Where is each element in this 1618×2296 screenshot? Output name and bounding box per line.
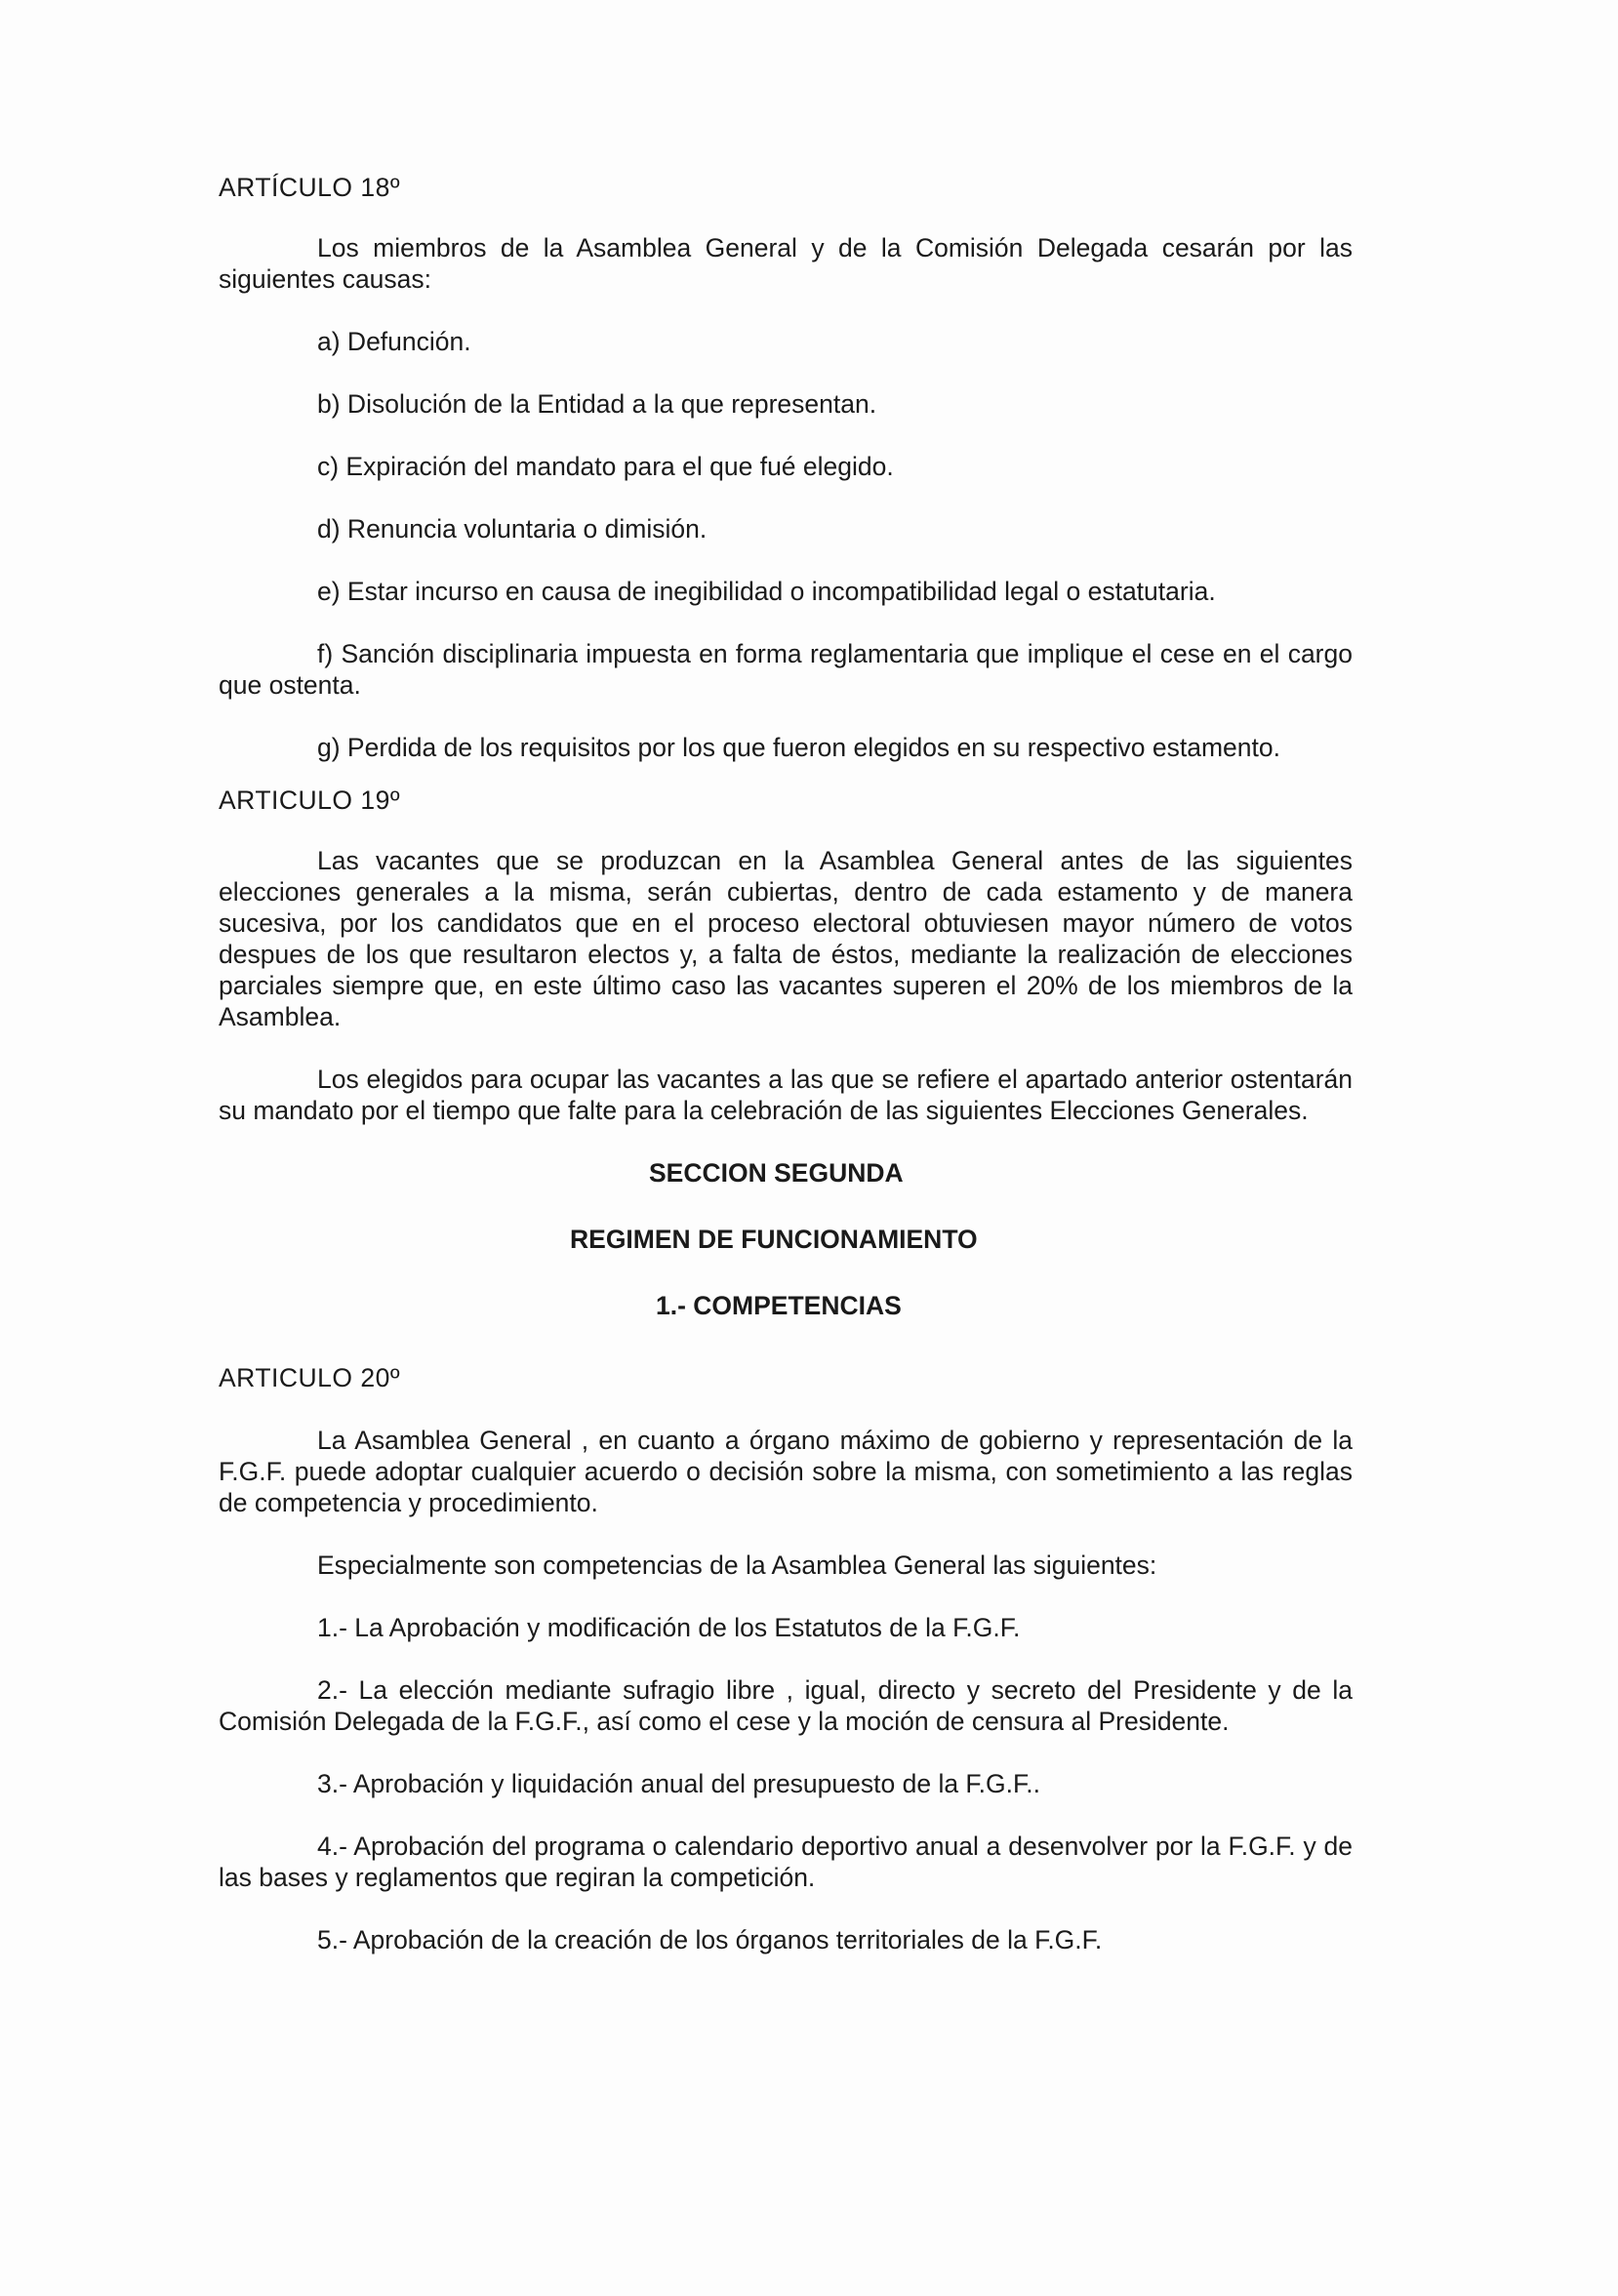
competence-item-4: 4.- Aprobación del programa o calendario deportivo anual a desenvolver por la F.G.F. y de las bases y reglamentos que regiran la competición. xyxy=(219,1832,1353,1892)
competence-item-1: 1.- La Aprobación y modificación de los Estatutos de la F.G.F. xyxy=(317,1613,1021,1642)
article-18-title: ARTÍCULO 18º xyxy=(219,173,401,202)
article-18-item-e: e) Estar incurso en causa de inegibilidad o incompatibilidad legal o estatutaria. xyxy=(317,577,1216,606)
document-body xyxy=(219,172,1353,1987)
article-18-item-b: b) Disolución de la Entidad a la que representan. xyxy=(317,389,877,419)
article-19-title: ARTICULO 19º xyxy=(219,785,401,815)
article-18-item-c: c) Expiración del mandato para el que fué elegido. xyxy=(317,452,894,481)
section-heading: SECCION SEGUNDA xyxy=(649,1158,904,1188)
article-20-paragraph-2: Especialmente son competencias de la Asamblea General las siguientes: xyxy=(317,1551,1157,1580)
article-19-paragraph-2: Los elegidos para ocupar las vacantes a las que se refiere el apartado anterior ostentarán su mandato por el tiempo que falte para la celebración de las siguientes Elecciones Generales. xyxy=(219,1065,1353,1125)
article-19-paragraph-1: Las vacantes que se produzcan en la Asamblea General antes de las siguientes elecciones generales a la misma, serán cubiertas, dentro de cada estamento y de manera sucesiva, por los candidatos que en el proceso electoral obtuviesen mayor número de votos despues de los que resultaron electos y, a falta de éstos, mediante la realización de elecciones parciales siempre que, en este último caso las vacantes superen el 20% de los miembros de la Asamblea. xyxy=(219,846,1353,1031)
article-18-item-g: g) Perdida de los requisitos por los que fueron elegidos en su respectivo estamento. xyxy=(317,733,1280,762)
article-18-item-d: d) Renuncia voluntaria o dimisión. xyxy=(317,514,708,544)
competence-item-5: 5.- Aprobación de la creación de los órganos territoriales de la F.G.F. xyxy=(317,1925,1103,1954)
competence-item-3: 3.- Aprobación y liquidación anual del presupuesto de la F.G.F.. xyxy=(317,1769,1040,1798)
competencias-heading: 1.- COMPETENCIAS xyxy=(656,1291,902,1320)
article-18-intro: Los miembros de la Asamblea General y de la Comisión Delegada cesarán por las siguientes causas: xyxy=(219,233,1353,294)
article-18-item-a: a) Defunción. xyxy=(317,327,471,356)
article-18-item-f: f) Sanción disciplinaria impuesta en forma reglamentaria que implique el cese en el cargo que ostenta. xyxy=(219,639,1353,700)
competence-item-2: 2.- La elección mediante sufragio libre , igual, directo y secreto del Presidente y de la Comisión Delegada de la F.G.F., así como el cese y la moción de censura al Presidente. xyxy=(219,1675,1353,1736)
article-20-title: ARTICULO 20º xyxy=(219,1363,401,1392)
section-subheading: REGIMEN DE FUNCIONAMIENTO xyxy=(570,1225,978,1254)
article-20-paragraph-1: La Asamblea General , en cuanto a órgano máximo de gobierno y representación de la F.G.F. puede adoptar cualquier acuerdo o decisión sobre la misma, con sometimiento a las reglas de competencia y procedimiento. xyxy=(219,1426,1353,1517)
